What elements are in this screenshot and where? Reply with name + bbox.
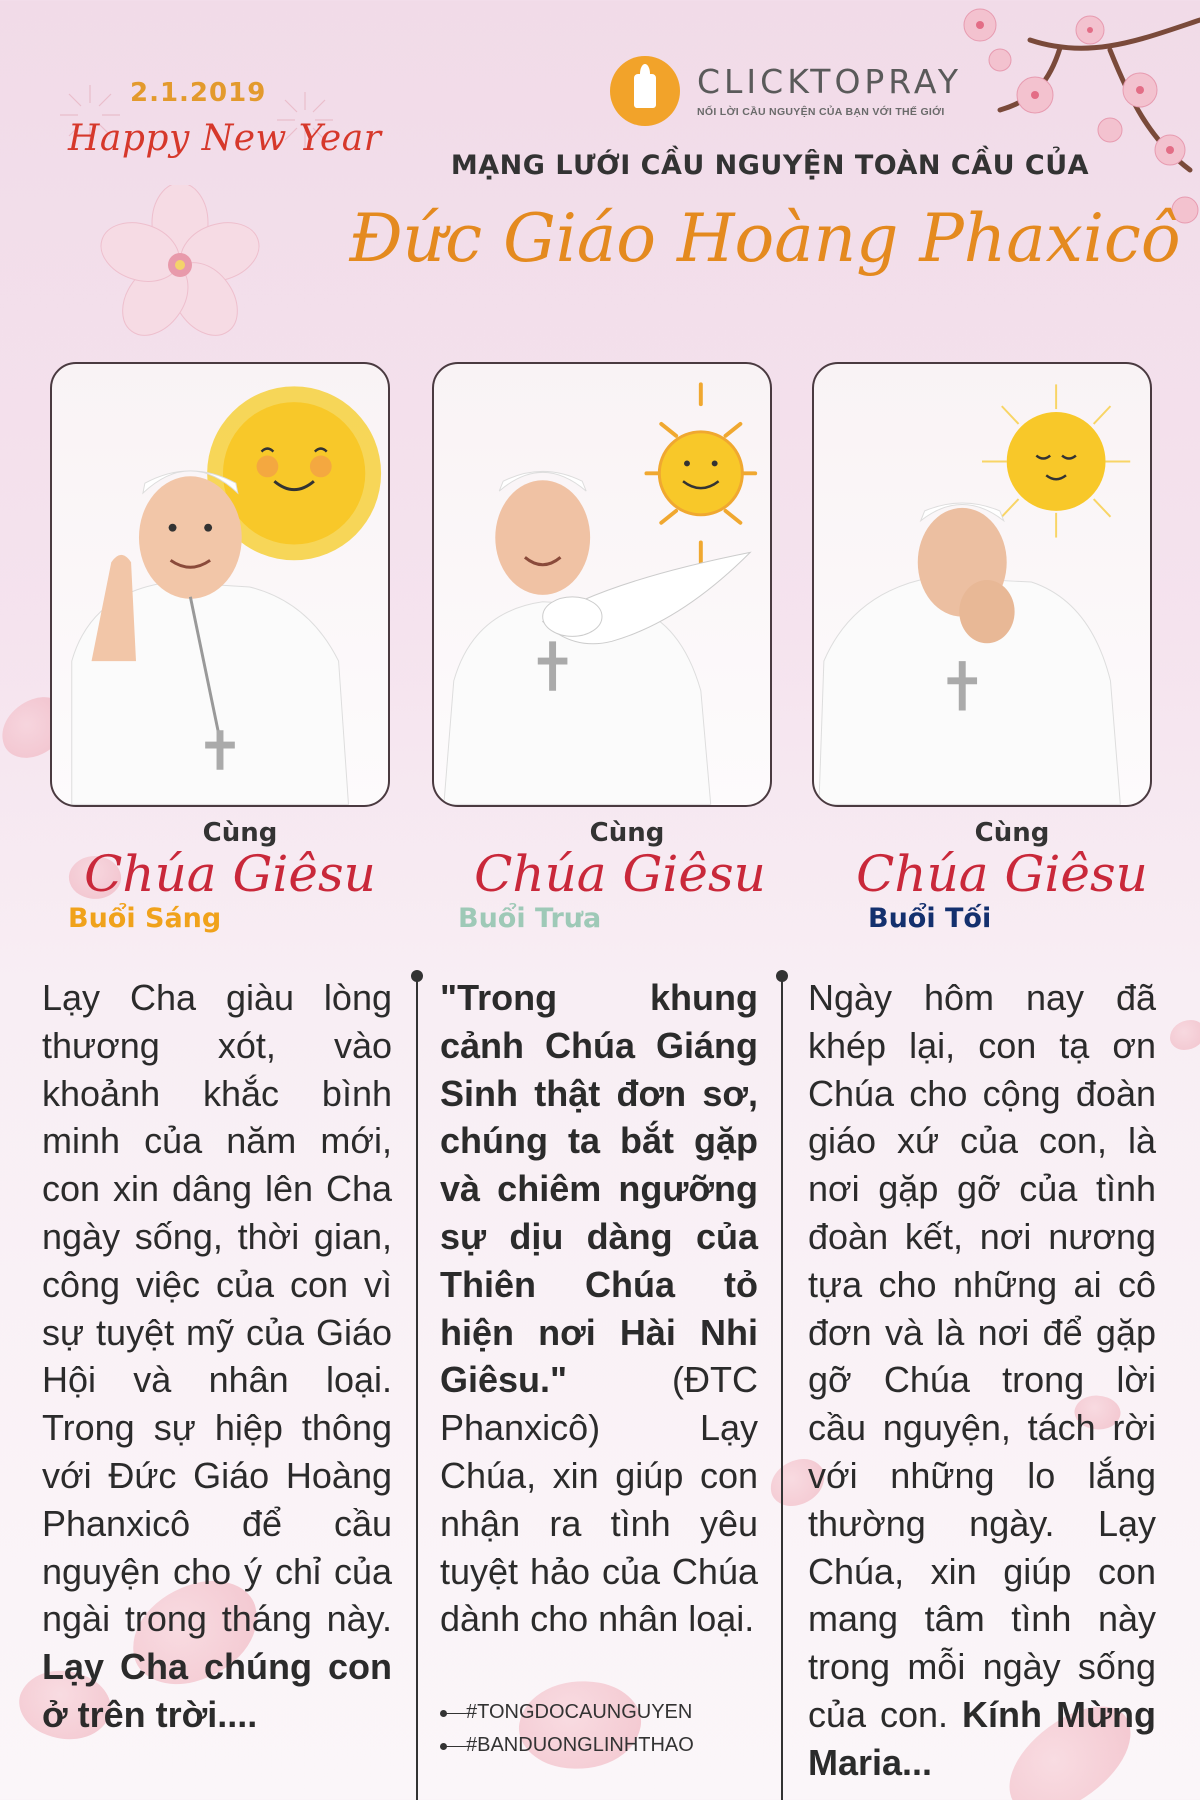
event-date: 2.1.2019 bbox=[130, 78, 267, 108]
divider-dot bbox=[776, 970, 788, 982]
morning-photo-card bbox=[50, 362, 390, 807]
noon-prayer-text: (ĐTC Phanxicô) Lạy Chúa, xin giúp con nhận ra tình yêu tuyệt hảo của Chúa dành cho nhân loại. bbox=[440, 1359, 758, 1640]
evening-photo-card bbox=[812, 362, 1152, 807]
caption-chua-giesu-evening: Chúa Giêsu bbox=[856, 845, 1148, 903]
divider-dot bbox=[411, 970, 423, 982]
evening-prayer bbox=[808, 974, 1156, 1787]
happy-new-year-greeting: Happy New Year bbox=[68, 118, 382, 159]
pope-waving-illustration bbox=[52, 364, 388, 805]
pope-title: Đức Giáo Hoàng Phaxicô bbox=[349, 200, 1181, 277]
petal-decoration bbox=[513, 1670, 647, 1779]
petal-decoration bbox=[1170, 1020, 1200, 1050]
logo-tagline: NỐI LỜI CẦU NGUYỆN CỦA BẠN VỚI THẾ GIỚI bbox=[697, 106, 945, 118]
evening-prayer-closing: Kính Mừng Maria... bbox=[808, 1693, 1156, 1783]
pope-with-dove-illustration bbox=[434, 364, 770, 805]
network-title: MẠNG LƯỚI CẦU NGUYỆN TOÀN CẦU CỦA bbox=[450, 150, 1090, 181]
caption-time-noon: Buổi Trưa bbox=[458, 903, 602, 934]
noon-prayer bbox=[440, 974, 758, 1643]
pope-praying-illustration bbox=[814, 364, 1150, 805]
logo-name: CLICKTOPRAY bbox=[697, 62, 963, 101]
caption-time-evening: Buổi Tối bbox=[868, 903, 992, 934]
evening-prayer-text: Ngày hôm nay đã khép lại, con tạ ơn Chúa cho cộng đoàn giáo xứ của con, là nơi gặp gỡ của tình đoàn kết, nơi nương tựa cho những ai cô đơn và là nơi để gặp gỡ Chúa trong lời cầu nguyện, tách rời với những lo lắng thường ngày. Lạy Chúa, xin giúp con mang tâm tình này trong mỗi ngày sống của con. bbox=[808, 977, 1156, 1735]
morning-prayer-closing: Lạy Cha chúng con ở trên trời.... bbox=[42, 1646, 392, 1735]
caption-cung-evening: Cùng bbox=[974, 818, 1050, 848]
caption-chua-giesu-noon: Chúa Giêsu bbox=[474, 845, 766, 903]
click-to-pray-logo-icon bbox=[610, 56, 680, 126]
column-divider bbox=[781, 980, 783, 1800]
caption-cung-morning: Cùng bbox=[202, 818, 278, 848]
noon-pope-quote: "Trong khung cảnh Chúa Giáng Sinh thật đơn sơ, chúng ta bắt gặp và chiêm ngưỡng sự dịu dàng của Thiên Chúa tỏ hiện nơi Hài Nhi Giêsu." bbox=[440, 977, 758, 1401]
caption-time-morning: Buổi Sáng bbox=[68, 903, 222, 934]
caption-chua-giesu-morning: Chúa Giêsu bbox=[84, 845, 376, 903]
hashtag-tongdocaunguyen: #TONGDOCAUNGUYEN bbox=[466, 1701, 693, 1723]
caption-cung-noon: Cùng bbox=[589, 818, 665, 848]
morning-prayer-text: Lạy Cha giàu lòng thương xót, vào khoảnh khắc bình minh của năm mới, con xin dâng lên Cha ngày sống, thời gian, công việc của con vì sự tuyệt mỹ của Giáo Hội và nhân loại. Trong sự hiệp thông với Đức Giáo Hoàng Phanxicô để cầu nguyện cho ý chỉ của ngài trong tháng này. bbox=[42, 977, 392, 1640]
column-divider bbox=[416, 980, 418, 1800]
morning-prayer bbox=[42, 974, 392, 1739]
hashtag-banduonglinhthao: #BANDUONGLINHTHAO bbox=[466, 1734, 694, 1756]
noon-photo-card bbox=[432, 362, 772, 807]
